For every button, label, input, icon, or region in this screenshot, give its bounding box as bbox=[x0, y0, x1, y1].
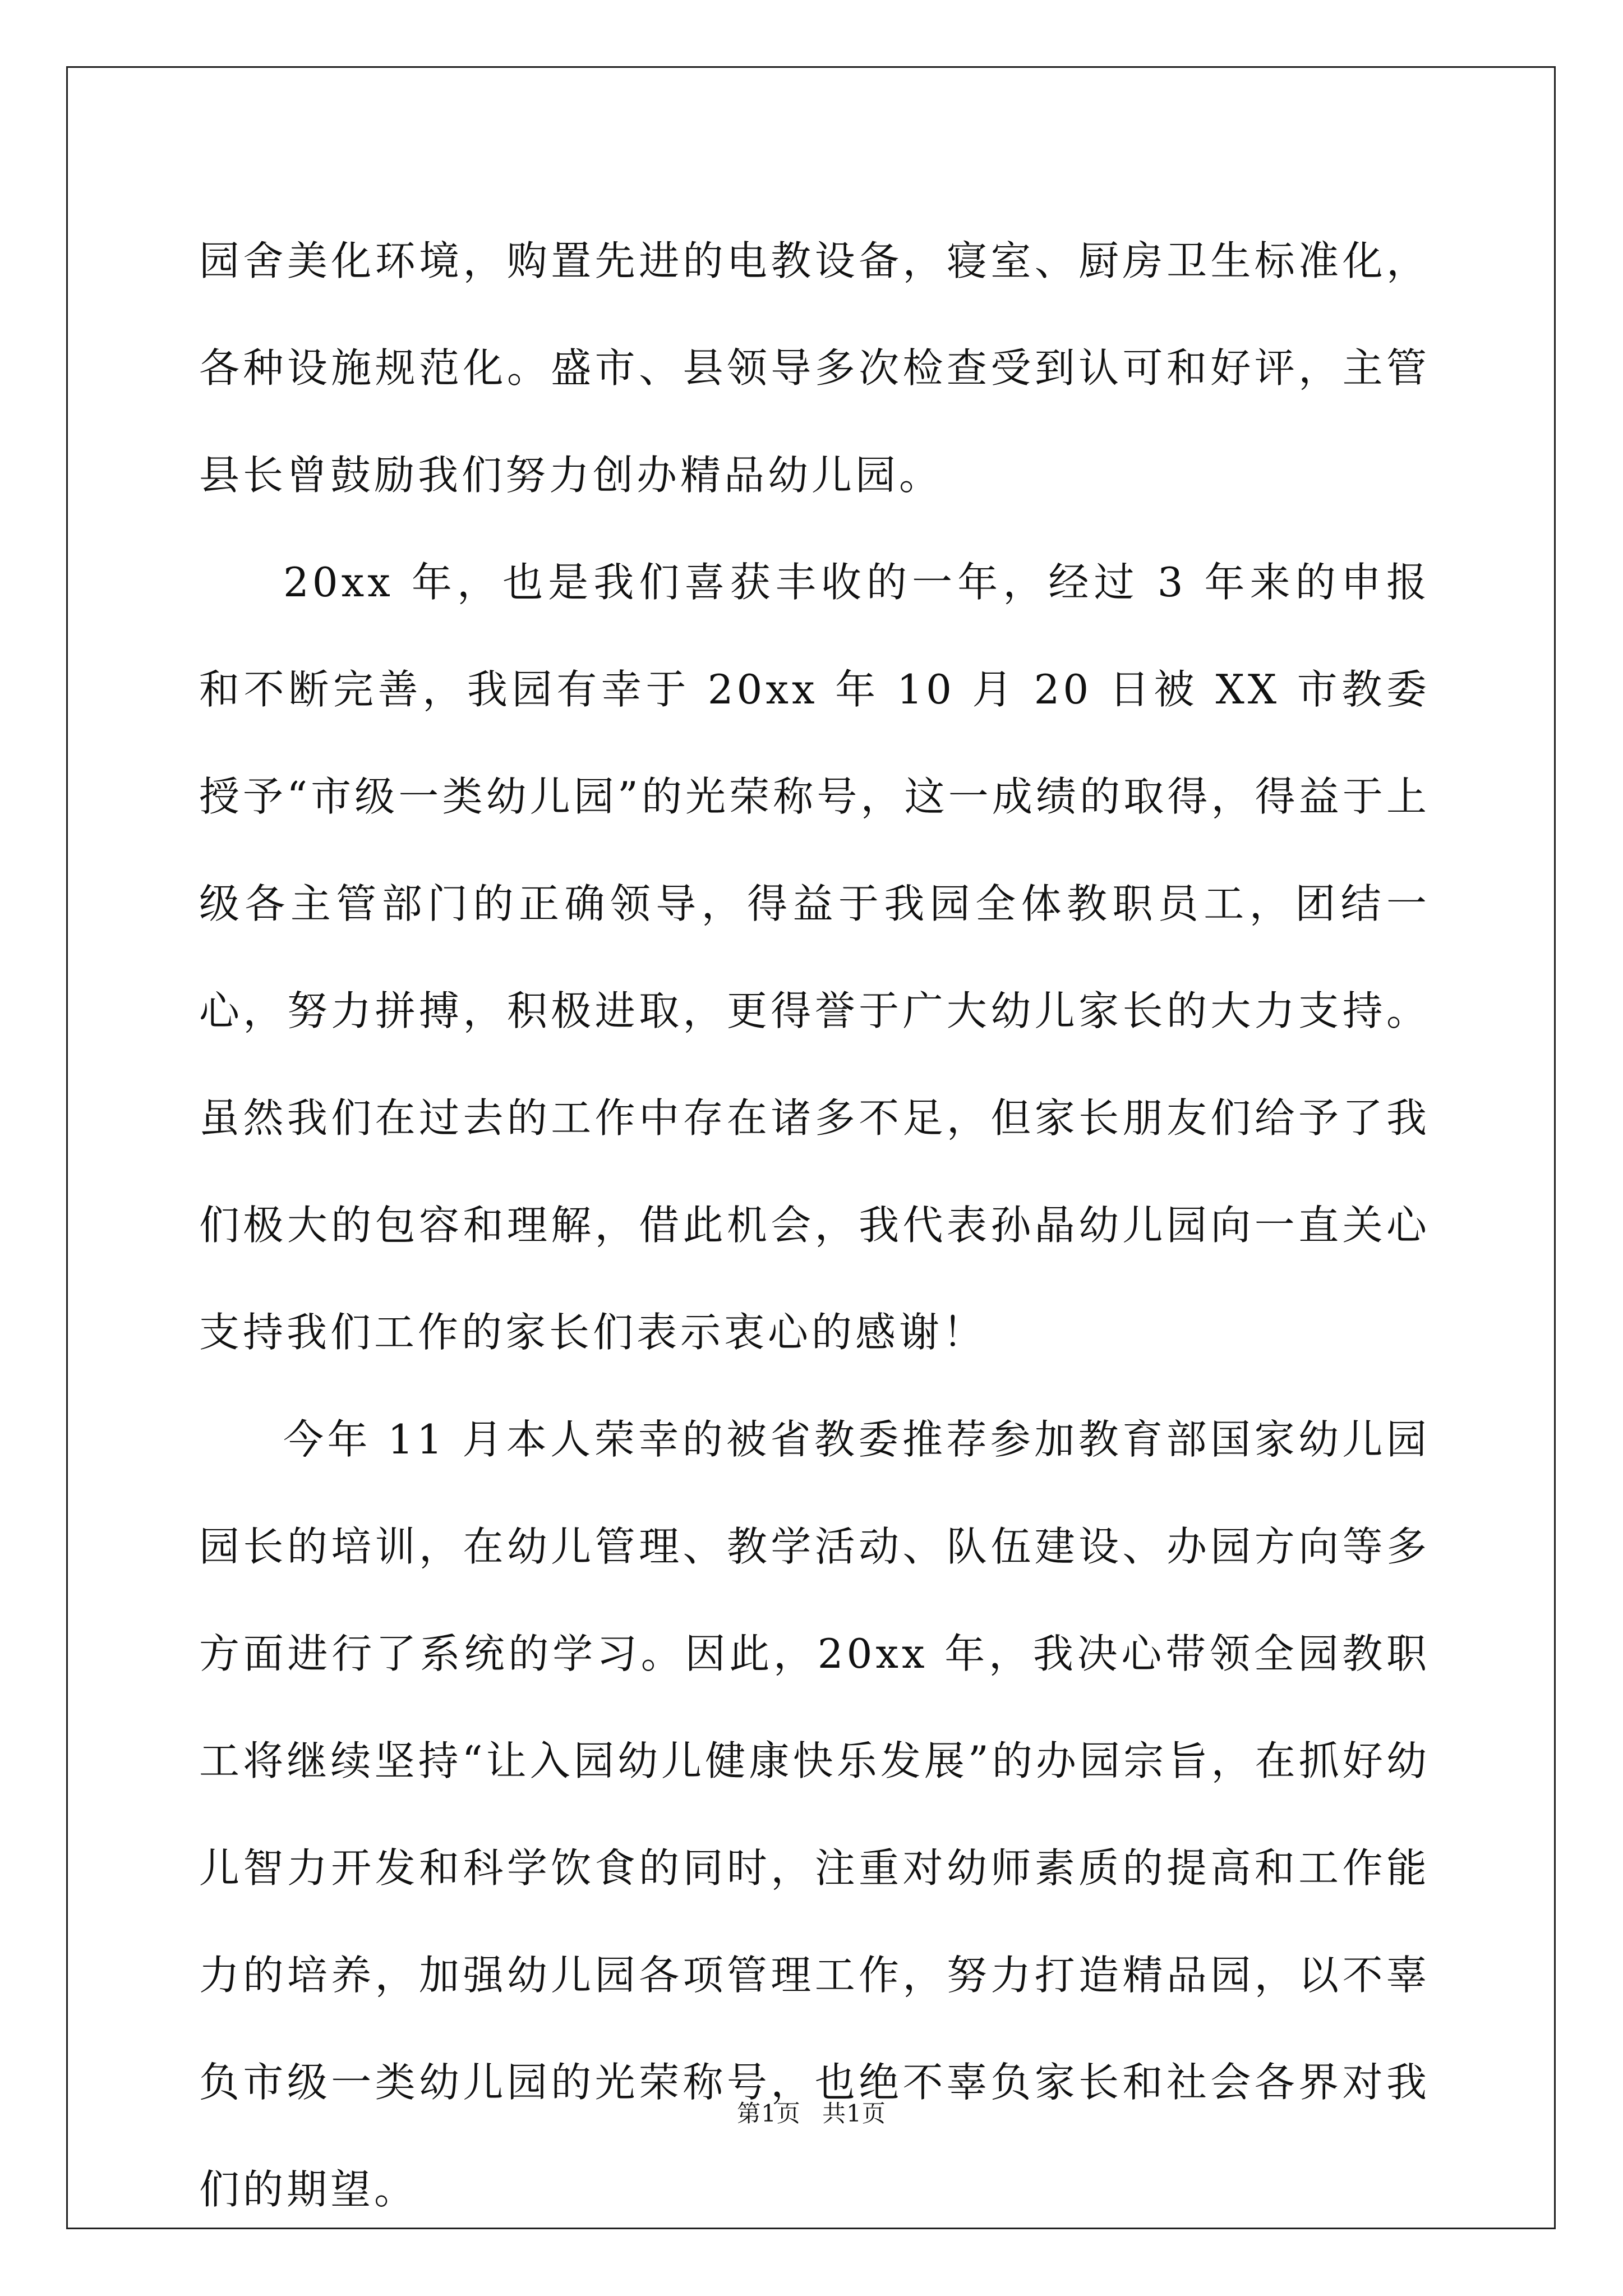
page-number-total: 共1页 bbox=[822, 2100, 886, 2127]
paragraph-2: 20xx 年，也是我们喜获丰收的一年，经过 3 年来的申报和不断完善，我园有幸于 20xx 年 10 月 20 日被 XX 市教委授予“市级一类幼儿园”的光荣称号，这一成绩的取得，得益于上级各主管部门的正确领导，得益于我园全体教职员工，团结一心，努力拼搏，积极进取，更得誉于广大幼儿家长的大力支持。虽然我们在过去的工作中存在诸多不足，但家长朋友们给予了我们极大的包容和理解，借此机会，我代表孙晶幼儿园向一直关心支持我们工作的家长们表示衷心的感谢！ bbox=[199, 559, 1430, 1356]
page-number-current: 第1页 bbox=[737, 2100, 801, 2127]
page-footer bbox=[0, 2097, 1623, 2131]
paragraph-1: 园舍美化环境，购置先进的电教设备，寝室、厨房卫生标准化，各种设施规范化。盛市、县领导多次检查受到认可和好评，主管县长曾鼓励我们努力创办精品幼儿园。 bbox=[199, 237, 1430, 499]
paragraph-3: 今年 11 月本人荣幸的被省教委推荐参加教育部国家幼儿园园长的培训，在幼儿管理、教学活动、队伍建设、办园方向等多方面进行了系统的学习。因此，20xx 年，我决心带领全园教职工将继续坚持“让入园幼儿健康快乐发展”的办园宗旨，在抓好幼儿智力开发和科学饮食的同时，注重对幼师素质的提高和工作能力的培养，加强幼儿园各项管理工作，努力打造精品园，以不辜负市级一类幼儿园的光荣称号，也绝不辜负家长和社会各界对我们的期望。 bbox=[199, 1416, 1430, 2213]
document-body bbox=[199, 208, 1430, 2243]
